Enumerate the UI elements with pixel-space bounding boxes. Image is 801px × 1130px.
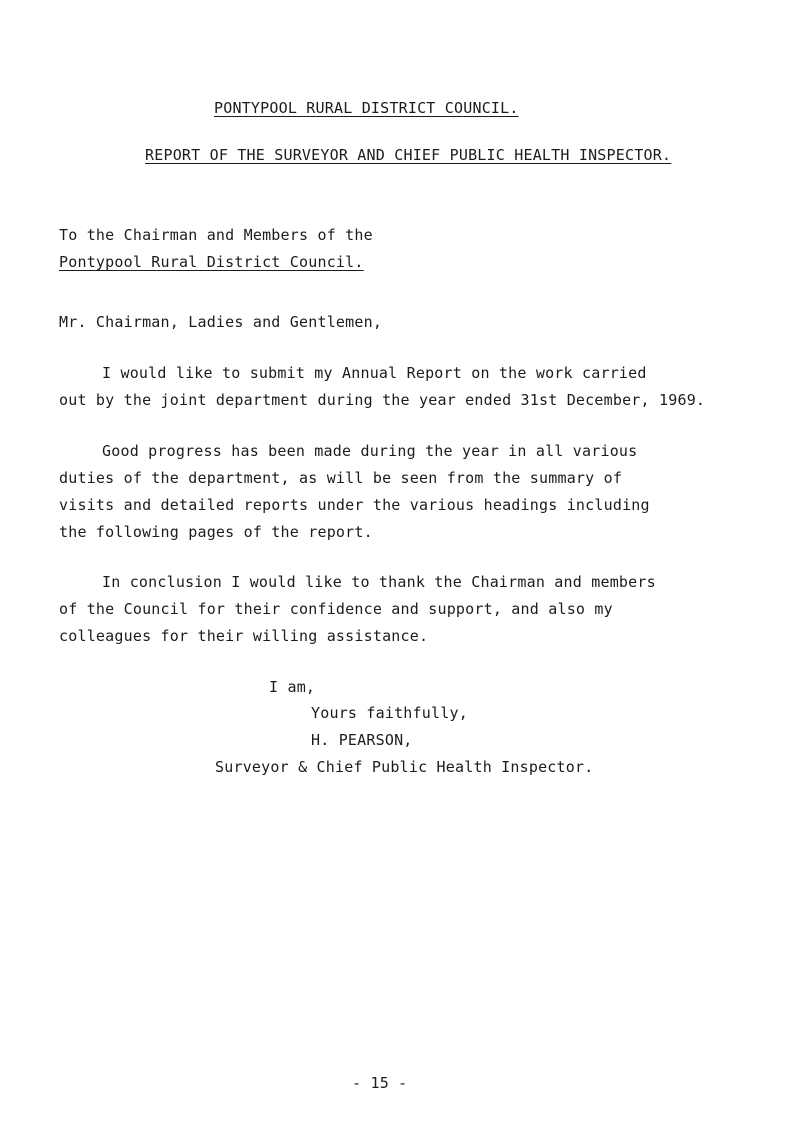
council-title: PONTYPOOL RURAL DISTRICT COUNCIL. [214,99,519,117]
paragraph-3-line-2: of the Council for their confidence and support, and also my [59,600,613,618]
closing-i-am: I am, [269,678,316,696]
paragraph-2-line-1: Good progress has been made during the year in all various [102,442,638,460]
paragraph-3-line-1: In conclusion I would like to thank the Chairman and members [102,573,656,591]
addressee-line-1: To the Chairman and Members of the [59,226,373,244]
paragraph-2-line-3: visits and detailed reports under the various headings including [59,496,650,514]
page-number: - 15 - [352,1074,408,1092]
paragraph-2-line-4: the following pages of the report. [59,523,373,541]
paragraph-2-line-2: duties of the department, as will be seen from the summary of [59,469,623,487]
report-title: REPORT OF THE SURVEYOR AND CHIEF PUBLIC HEALTH INSPECTOR. [145,146,672,164]
paragraph-1-line-2: out by the joint department during the year ended 31st December, 1969. [59,391,706,409]
salutation: Mr. Chairman, Ladies and Gentlemen, [59,313,383,331]
signatory-name: H. PEARSON, [311,731,413,749]
addressee-line-2: Pontypool Rural District Council. [59,253,364,271]
closing-yours-faithfully: Yours faithfully, [311,704,468,722]
paragraph-1-line-1: I would like to submit my Annual Report on the work carried [102,364,647,382]
paragraph-3-line-3: colleagues for their willing assistance. [59,627,429,645]
signatory-title: Surveyor & Chief Public Health Inspector. [215,758,594,776]
